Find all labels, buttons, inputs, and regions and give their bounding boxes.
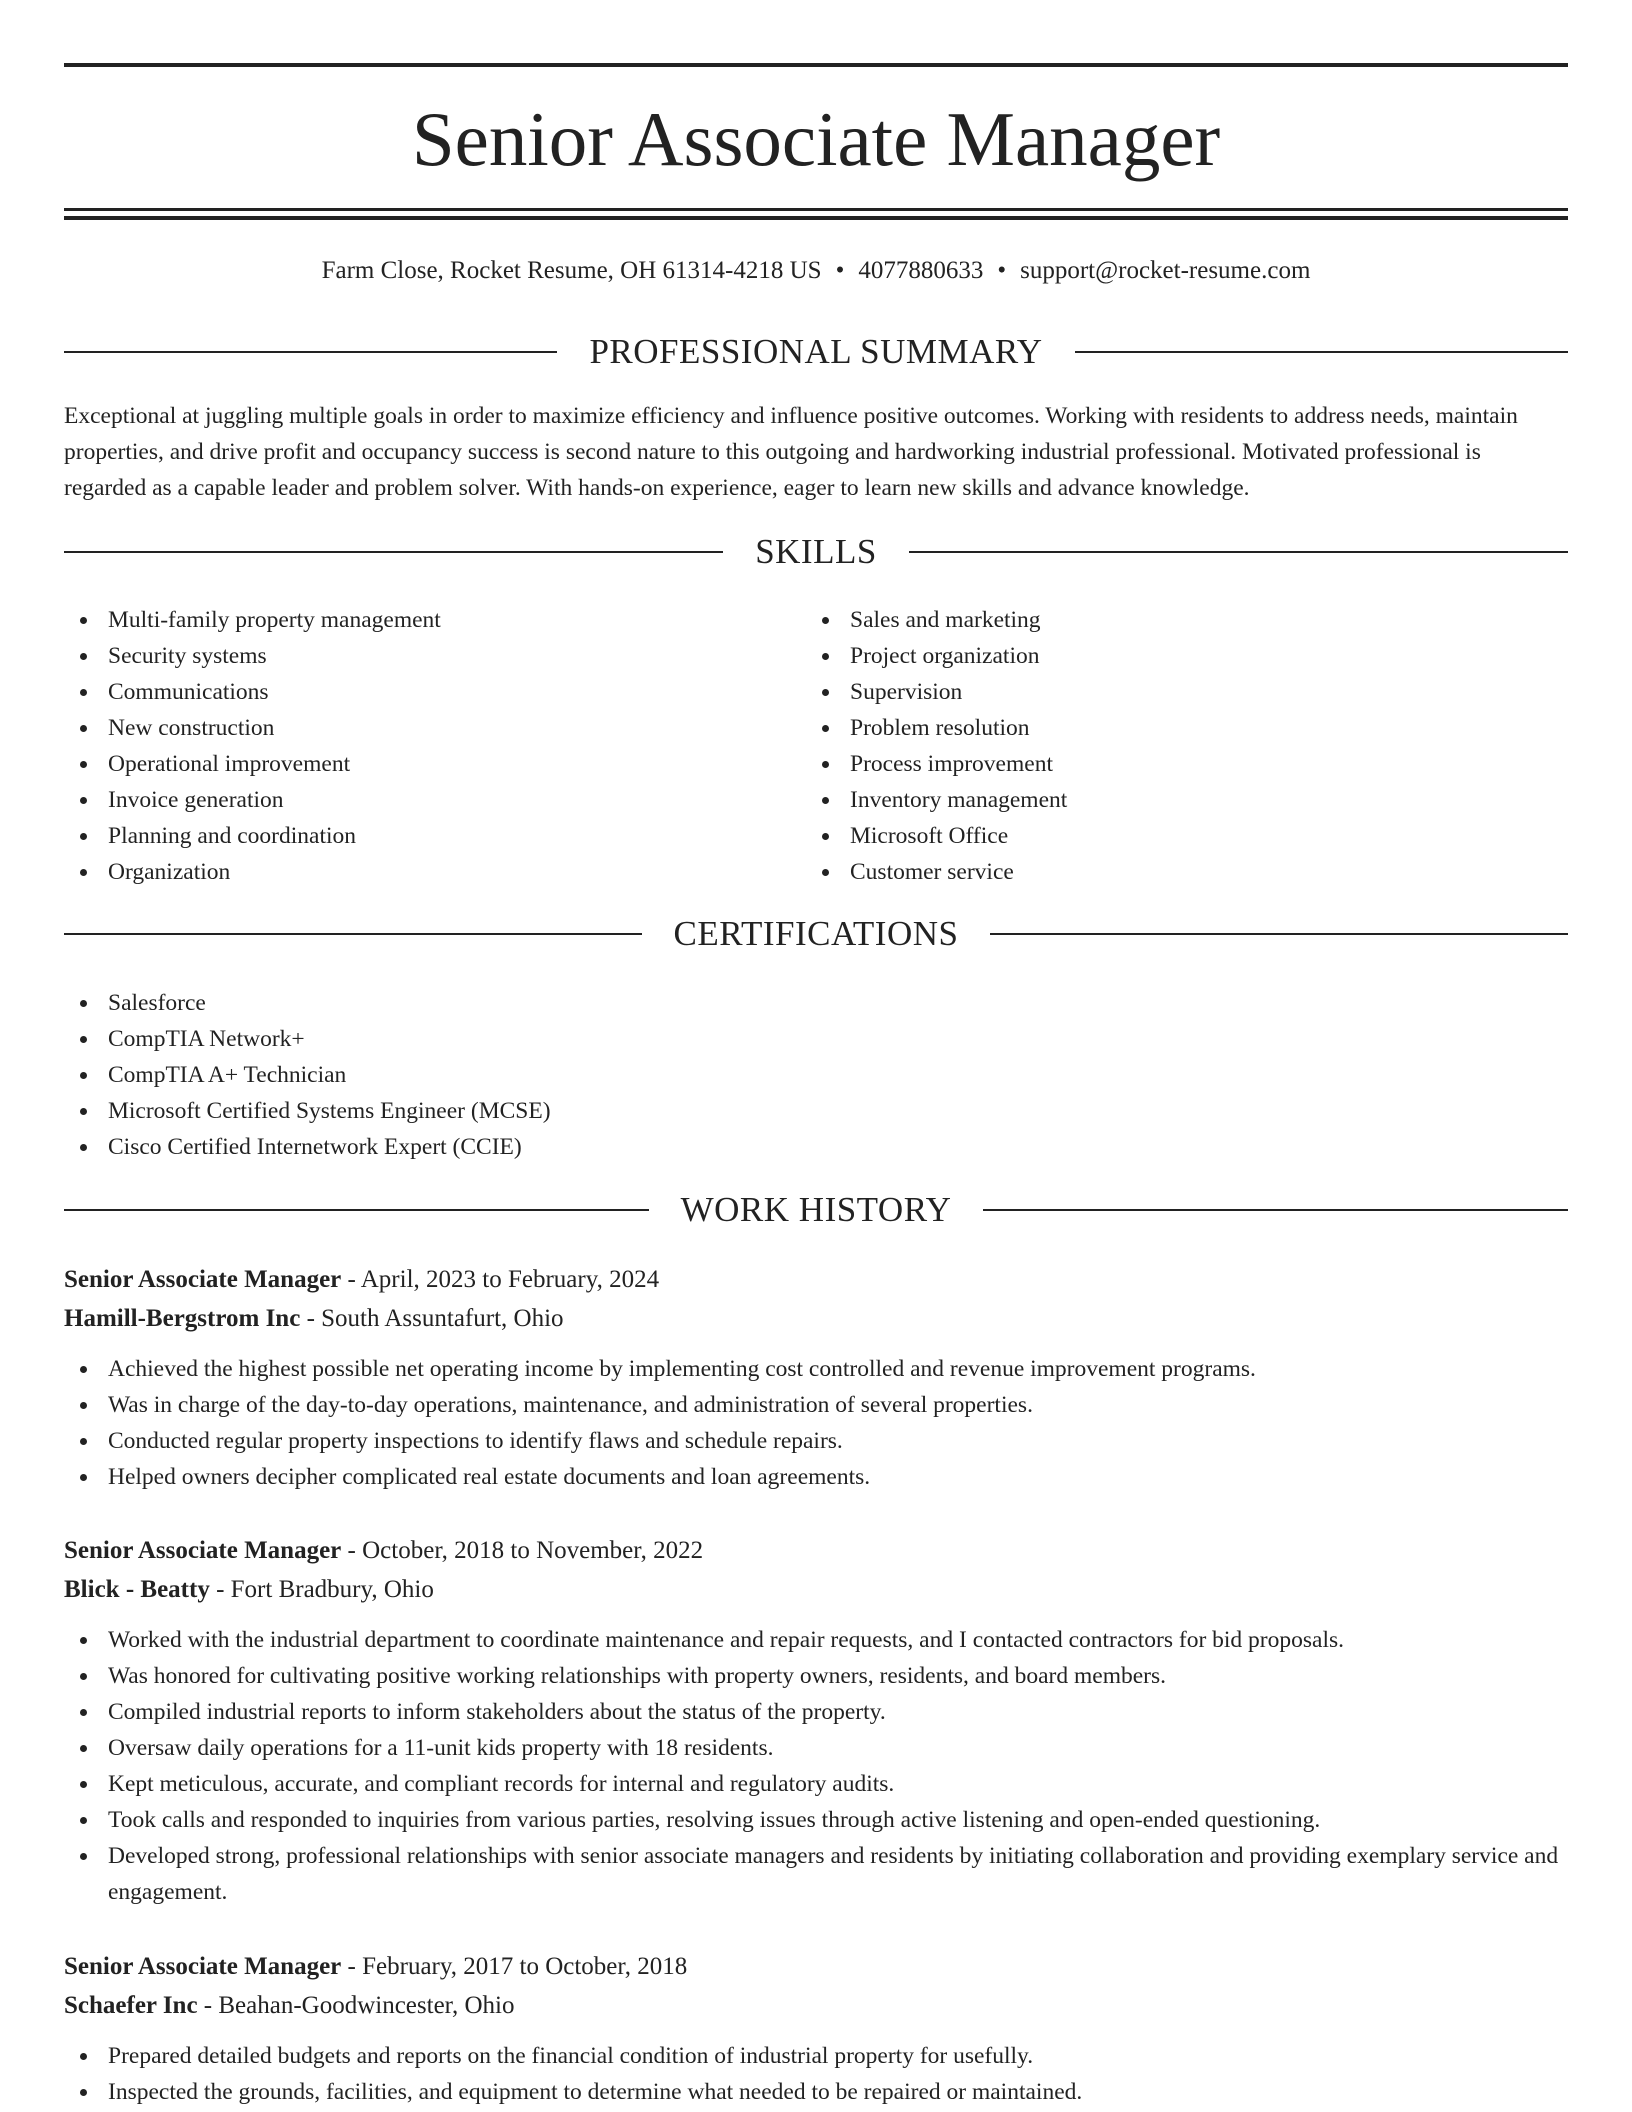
heading-rule bbox=[1075, 351, 1568, 353]
skill-item: Multi-family property management bbox=[64, 602, 804, 638]
skills-title: SKILLS bbox=[755, 532, 877, 571]
certifications-block bbox=[64, 985, 1568, 1165]
heading-rule bbox=[909, 551, 1568, 553]
job-location: - Beahan-Goodwincester, Ohio bbox=[197, 1992, 515, 2019]
heading-rule bbox=[64, 1209, 649, 1211]
job-duties bbox=[64, 2038, 1568, 2110]
skills-list-left bbox=[64, 602, 804, 890]
job-dates: - October, 2018 to November, 2022 bbox=[341, 1537, 704, 1564]
job-duty: Took calls and responded to inquiries from various parties, resolving issues through active listening and open-ended questioning. bbox=[64, 1802, 1568, 1838]
skills-heading bbox=[64, 530, 1568, 574]
skill-item: Sales and marketing bbox=[806, 602, 1546, 638]
job-duty: Was honored for cultivating positive working relationships with property owners, residents, and board members. bbox=[64, 1658, 1568, 1694]
contact-separator: • bbox=[997, 257, 1007, 284]
skill-item: Microsoft Office bbox=[806, 818, 1546, 854]
job-title: Senior Associate Manager bbox=[64, 1537, 342, 1564]
job-dates: - April, 2023 to February, 2024 bbox=[341, 1266, 660, 1293]
certification-item: Salesforce bbox=[64, 985, 1568, 1021]
job-duty: Achieved the highest possible net operating income by implementing cost controlled and revenue improvement programs. bbox=[64, 1351, 1568, 1387]
skill-item: Supervision bbox=[806, 674, 1546, 710]
job-title: Senior Associate Manager bbox=[64, 1953, 342, 1980]
job-entry bbox=[64, 1947, 1568, 2110]
skill-item: Organization bbox=[64, 854, 804, 890]
skill-item: New construction bbox=[64, 710, 804, 746]
job-duty: Developed strong, professional relationships with senior associate managers and residents by initiating collaboration and providing exemplary service and engagement. bbox=[64, 1838, 1568, 1910]
skill-item: Security systems bbox=[64, 638, 804, 674]
job-title-line bbox=[64, 1531, 1568, 1570]
job-company-line bbox=[64, 1986, 1568, 2025]
heading-rule bbox=[983, 1209, 1568, 1211]
summary-title: PROFESSIONAL SUMMARY bbox=[589, 332, 1043, 371]
job-dates: - February, 2017 to October, 2018 bbox=[341, 1953, 688, 1980]
job-title-line bbox=[64, 1947, 1568, 1986]
header-rule-lower bbox=[64, 216, 1568, 220]
job-company: Blick - Beatty bbox=[64, 1576, 210, 1603]
contact-email: support@rocket-resume.com bbox=[1020, 257, 1311, 284]
job-title-line bbox=[64, 1260, 1568, 1299]
job-title: Senior Associate Manager bbox=[64, 1266, 342, 1293]
certifications-list bbox=[64, 985, 1568, 1165]
candidate-name: Senior Associate Manager bbox=[411, 96, 1221, 182]
skill-item: Planning and coordination bbox=[64, 818, 804, 854]
skill-item: Customer service bbox=[806, 854, 1546, 890]
job-location: - Fort Bradbury, Ohio bbox=[209, 1576, 434, 1603]
skills-list-right bbox=[806, 602, 1546, 890]
job-duties bbox=[64, 1622, 1568, 1910]
job-duty: Helped owners decipher complicated real estate documents and loan agreements. bbox=[64, 1459, 1568, 1495]
job-duty: Prepared detailed budgets and reports on the financial condition of industrial property for usefully. bbox=[64, 2038, 1568, 2074]
heading-rule bbox=[64, 351, 557, 353]
job-company-line bbox=[64, 1570, 1568, 1609]
job-duty: Worked with the industrial department to coordinate maintenance and repair requests, and I contacted contractors for bid proposals. bbox=[64, 1622, 1568, 1658]
skill-item: Invoice generation bbox=[64, 782, 804, 818]
skills-column-right bbox=[806, 602, 1546, 890]
job-duty: Inspected the grounds, facilities, and equipment to determine what needed to be repaired or maintained. bbox=[64, 2074, 1568, 2110]
job-duty: Was in charge of the day-to-day operations, maintenance, and administration of several properties. bbox=[64, 1387, 1568, 1423]
contact-phone: 4077880633 bbox=[858, 257, 984, 284]
header-rule-upper bbox=[64, 208, 1568, 211]
job-duty: Conducted regular property inspections to identify flaws and schedule repairs. bbox=[64, 1423, 1568, 1459]
job-company-line bbox=[64, 1299, 1568, 1338]
certification-item: CompTIA Network+ bbox=[64, 1021, 1568, 1057]
skill-item: Problem resolution bbox=[806, 710, 1546, 746]
job-duty: Kept meticulous, accurate, and compliant records for internal and regulatory audits. bbox=[64, 1766, 1568, 1802]
job-duties bbox=[64, 1351, 1568, 1495]
skill-item: Operational improvement bbox=[64, 746, 804, 782]
top-rule bbox=[64, 63, 1568, 67]
skills-column-left bbox=[64, 602, 804, 890]
skill-item: Process improvement bbox=[806, 746, 1546, 782]
skill-item: Project organization bbox=[806, 638, 1546, 674]
job-company: Hamill-Bergstrom Inc bbox=[64, 1305, 301, 1332]
skill-item: Inventory management bbox=[806, 782, 1546, 818]
certification-item: Cisco Certified Internetwork Expert (CCIE) bbox=[64, 1129, 1568, 1165]
certifications-title: CERTIFICATIONS bbox=[673, 914, 959, 953]
certification-item: Microsoft Certified Systems Engineer (MCSE) bbox=[64, 1093, 1568, 1129]
summary-heading bbox=[64, 330, 1568, 374]
heading-rule bbox=[990, 933, 1568, 935]
work-history-heading bbox=[64, 1188, 1568, 1232]
heading-rule bbox=[64, 551, 723, 553]
job-entry bbox=[64, 1260, 1568, 1495]
certifications-heading bbox=[64, 912, 1568, 956]
heading-rule bbox=[64, 933, 642, 935]
skill-item: Communications bbox=[64, 674, 804, 710]
contact-line bbox=[64, 254, 1568, 288]
job-location: - South Assuntafurt, Ohio bbox=[300, 1305, 564, 1332]
certification-item: CompTIA A+ Technician bbox=[64, 1057, 1568, 1093]
job-entry bbox=[64, 1531, 1568, 1910]
summary-text: Exceptional at juggling multiple goals in order to maximize efficiency and influence positive outcomes. Working with residents to address needs, maintain properties, and drive profit and occupancy success is second nature to this outgoing and hardworking industrial professional. Motivated professional is regarded as a capable leader and problem solver. With hands-on experience, eager to learn new skills and advance knowledge. bbox=[64, 403, 1518, 501]
job-duty: Oversaw daily operations for a 11-unit kids property with 18 residents. bbox=[64, 1730, 1568, 1766]
work-history-title: WORK HISTORY bbox=[680, 1190, 952, 1229]
job-duty: Compiled industrial reports to inform stakeholders about the status of the property. bbox=[64, 1694, 1568, 1730]
job-company: Schaefer Inc bbox=[64, 1992, 198, 2019]
contact-address: Farm Close, Rocket Resume, OH 61314-4218 US bbox=[321, 257, 822, 284]
contact-separator: • bbox=[835, 257, 845, 284]
